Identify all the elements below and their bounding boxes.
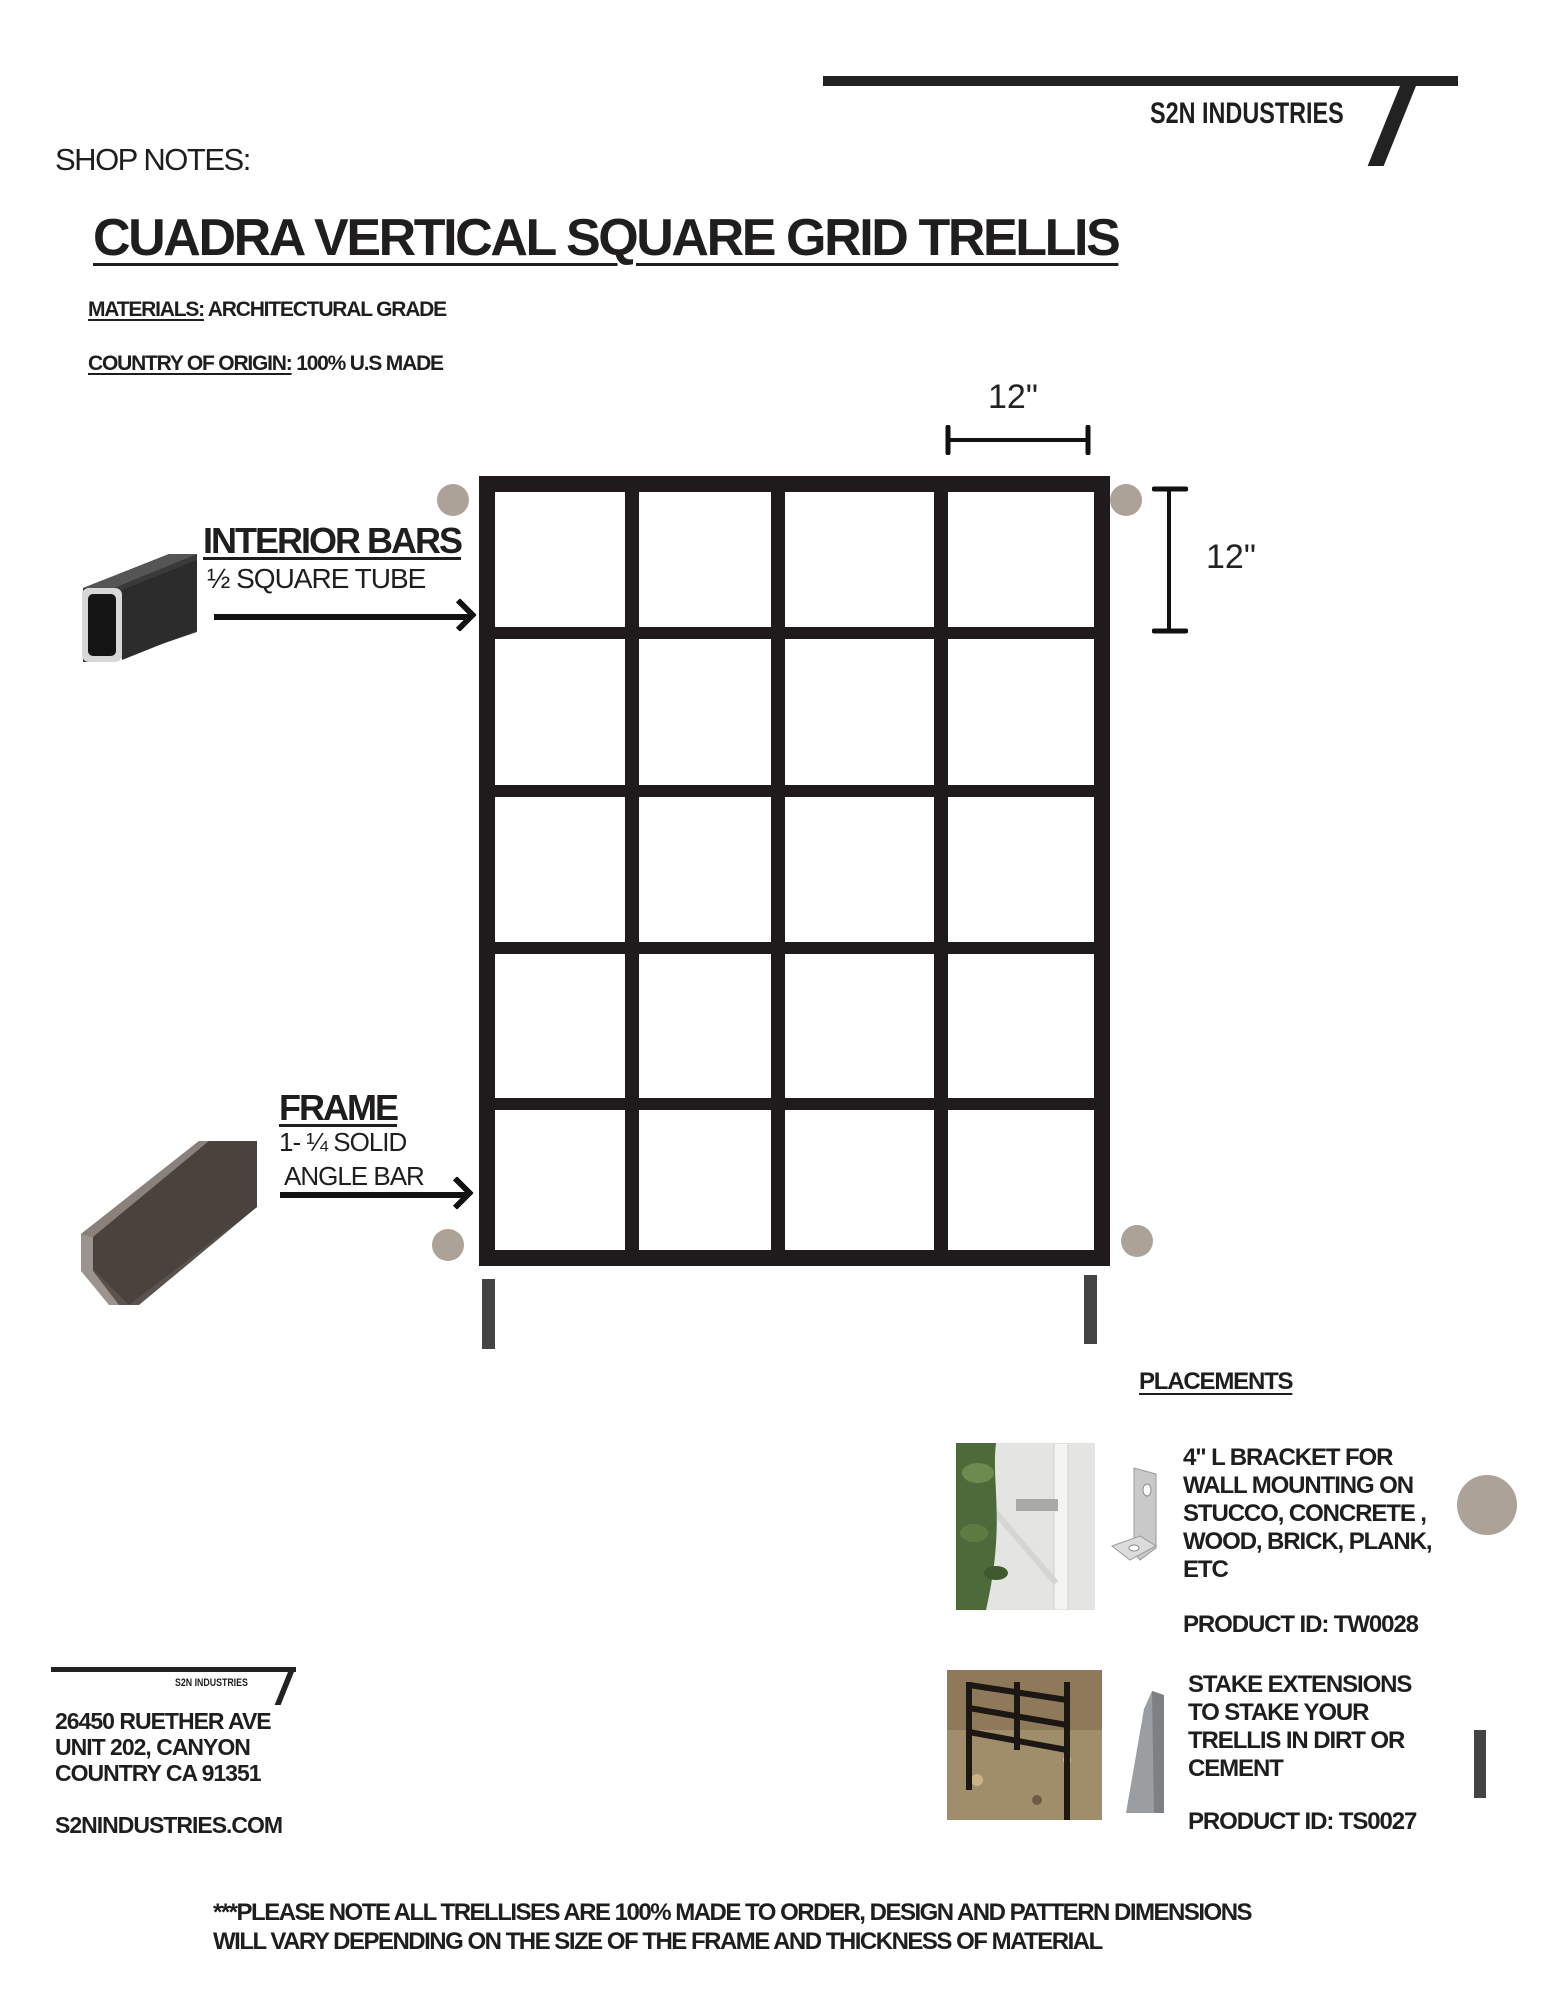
- materials-value: ARCHITECTURAL GRADE: [207, 298, 446, 321]
- address-line1: 26450 RUETHER AVE: [55, 1708, 271, 1734]
- address-line3: COUNTRY CA 91351: [55, 1760, 261, 1786]
- trellis-diagram: [479, 476, 1110, 1266]
- l-bracket-image: [1110, 1460, 1165, 1564]
- placements-heading: PLACEMENTS: [1139, 1368, 1293, 1395]
- origin-line: [88, 352, 443, 376]
- placement-bracket-description: [1183, 1444, 1473, 1584]
- mount-point-bottom-left: [432, 1229, 464, 1261]
- mount-point-bottom-right: [1121, 1225, 1153, 1257]
- bracket-desc-line: ETC: [1183, 1556, 1228, 1583]
- frame-spec-line1: 1- ¼ SOLID: [279, 1127, 407, 1157]
- origin-key: COUNTRY OF ORIGIN:: [88, 352, 292, 375]
- footer-note-line1: ***PLEASE NOTE ALL TRELLISES ARE 100% MADE TO ORDER, DESIGN AND PATTERN DIMENSIONS: [213, 1899, 1252, 1926]
- frame-heading: FRAME: [279, 1087, 397, 1128]
- footer-logo-diagonal: [275, 1667, 296, 1705]
- stake-legend-bar: [1474, 1730, 1486, 1798]
- stake-desc-line: TRELLIS IN DIRT OR: [1188, 1727, 1405, 1754]
- stake-desc-line: TO STAKE YOUR: [1188, 1699, 1369, 1726]
- stake-extension-image: [1124, 1689, 1168, 1815]
- stake-right: [1084, 1275, 1097, 1344]
- bracket-legend-dot: [1457, 1475, 1517, 1535]
- footer-logo-bar: [51, 1667, 296, 1672]
- angle-bar-image: [79, 1139, 259, 1309]
- stake-photo: [947, 1670, 1102, 1820]
- page-title: CUADRA VERTICAL SQUARE GRID TRELLIS: [93, 209, 1119, 267]
- interior-bars-spec: ½ SQUARE TUBE: [207, 563, 426, 594]
- placement-stake-description: [1188, 1671, 1478, 1783]
- address: [55, 1708, 271, 1786]
- header-logo-diagonal: [1368, 76, 1420, 166]
- brand-name: S2N INDUSTRIES: [1150, 97, 1344, 130]
- bracket-product-id: PRODUCT ID: TW0028: [1183, 1611, 1418, 1638]
- address-line2: UNIT 202, CANYON: [55, 1734, 250, 1760]
- dimension-width-line: [945, 425, 1091, 455]
- header-logo-bar: [823, 76, 1458, 86]
- footer-note-line2: WILL VARY DEPENDING ON THE SIZE OF THE FRAME AND THICKNESS OF MATERIAL: [213, 1928, 1102, 1955]
- bracket-desc-line: WALL MOUNTING ON: [1183, 1472, 1413, 1499]
- dimension-height-label: 12": [1206, 538, 1256, 576]
- shop-notes-label: SHOP NOTES:: [55, 142, 250, 177]
- frame-arrow: [280, 1192, 467, 1198]
- stake-left: [482, 1279, 495, 1349]
- bracket-desc-line: 4" L BRACKET FOR: [1183, 1444, 1393, 1471]
- website-link[interactable]: S2NINDUSTRIES.COM: [55, 1812, 283, 1838]
- square-tube-image: [79, 550, 199, 665]
- frame-spec-line2: ANGLE BAR: [284, 1161, 424, 1191]
- wall-bracket-photo: [956, 1443, 1095, 1610]
- footer-note: [213, 1898, 1251, 1956]
- interior-bars-heading: INTERIOR BARS: [203, 520, 462, 561]
- interior-bars-arrow: [214, 614, 470, 620]
- origin-value: 100% U.S MADE: [296, 352, 443, 375]
- footer-brand-name: S2N INDUSTRIES: [175, 1677, 248, 1689]
- bracket-desc-line: STUCCO, CONCRETE ,: [1183, 1500, 1426, 1527]
- stake-desc-line: CEMENT: [1188, 1755, 1283, 1782]
- materials-line: [88, 298, 446, 322]
- stake-product-id: PRODUCT ID: TS0027: [1188, 1808, 1417, 1835]
- mount-point-top-left: [437, 484, 469, 516]
- bracket-desc-line: WOOD, BRICK, PLANK,: [1183, 1528, 1432, 1555]
- dimension-width-label: 12": [988, 378, 1038, 416]
- stake-desc-line: STAKE EXTENSIONS: [1188, 1671, 1412, 1698]
- materials-key: MATERIALS:: [88, 298, 204, 321]
- mount-point-top-right: [1110, 484, 1142, 516]
- dimension-height-line: [1152, 486, 1188, 634]
